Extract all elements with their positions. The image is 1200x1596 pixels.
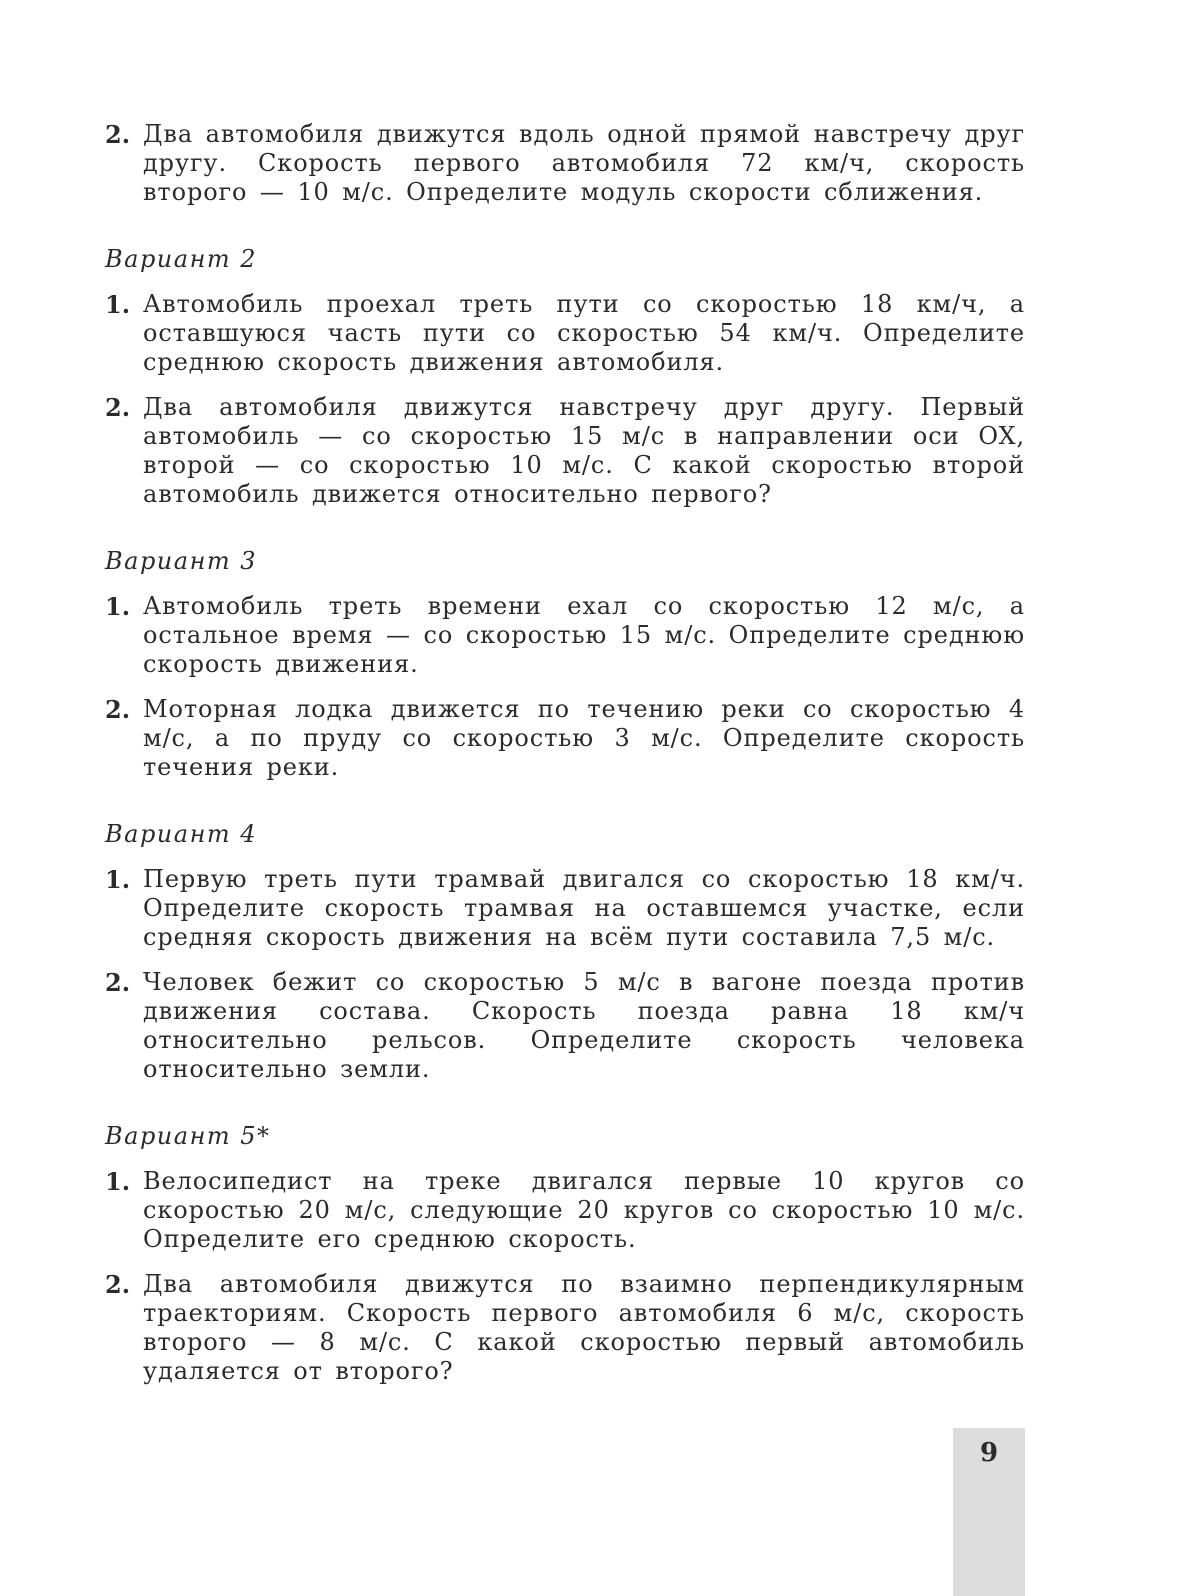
problem: [105, 120, 1025, 207]
page-number: 9: [979, 1438, 999, 1468]
problem-text: Моторная лодка движется по течению реки со скоростью 4 м/с, а по пруду со скоростью 3 м/с. Определите скорость течения реки.: [143, 695, 1025, 781]
problem-number: 2.: [105, 120, 131, 149]
problem: [105, 290, 1025, 377]
problem: [105, 865, 1025, 952]
problem-text: Первую треть пути трамвай двигался со скоростью 18 км/ч. Определите скорость трамвая на оставшемся участке, если средняя скорость движения на всём пути составила 7,5 м/с.: [143, 865, 1025, 951]
page-number-tab: [953, 1428, 1025, 1596]
problem-number: 1.: [105, 592, 131, 621]
problem-number: 2.: [105, 695, 131, 724]
problem-number: 1.: [105, 290, 131, 319]
problem-text: Два автомобиля движутся навстречу друг другу. Первый автомобиль — со скоростью 15 м/с в направлении оси OX, второй — со скоростью 10 м/с. С какой скоростью второй автомобиль движется относительно первого?: [143, 393, 1025, 508]
problem-text: Два автомобиля движутся по взаимно перпендикулярным траекториям. Скорость первого автомобиля 6 м/с, скорость второго — 8 м/с. С какой скоростью первый автомобиль удаляется от второго?: [143, 1270, 1025, 1385]
problem: [105, 393, 1025, 509]
problem-number: 2.: [105, 1270, 131, 1299]
variant-heading: Вариант 3: [105, 547, 258, 575]
problem-number: 1.: [105, 865, 131, 894]
problem: [105, 695, 1025, 782]
problem-text: Автомобиль проехал треть пути со скоростью 18 км/ч, а оставшуюся часть пути со скоростью 54 км/ч. Определите среднюю скорость движения автомобиля.: [143, 290, 1025, 376]
problem: [105, 1270, 1025, 1386]
problem-text: Автомобиль треть времени ехал со скоростью 12 м/с, а остальное время — со скоростью 15 м/с. Определите среднюю скорость движения.: [143, 592, 1025, 678]
problem-text: Два автомобиля движутся вдоль одной прямой навстречу друг другу. Скорость первого автомобиля 72 км/ч, скорость второго — 10 м/с. Определите модуль скорости сближения.: [143, 120, 1025, 206]
variant-heading: Вариант 5*: [105, 1122, 271, 1150]
problem-number: 1.: [105, 1167, 131, 1196]
problem-text: Велосипедист на треке двигался первые 10 кругов со скоростью 20 м/с, следующие 20 кругов со скоростью 10 м/с. Определите его среднюю скорость.: [143, 1167, 1025, 1253]
problem-number: 2.: [105, 968, 131, 997]
problem: [105, 968, 1025, 1084]
problem: [105, 1167, 1025, 1254]
variant-heading: Вариант 4: [105, 820, 258, 848]
problem-text: Человек бежит со скоростью 5 м/с в вагоне поезда против движения состава. Скорость поезда равна 18 км/ч относительно рельсов. Определите скорость человека относительно земли.: [143, 968, 1025, 1083]
problem-number: 2.: [105, 393, 131, 422]
problem: [105, 592, 1025, 679]
variant-heading: Вариант 2: [105, 245, 258, 273]
page-content: [105, 120, 1025, 1402]
